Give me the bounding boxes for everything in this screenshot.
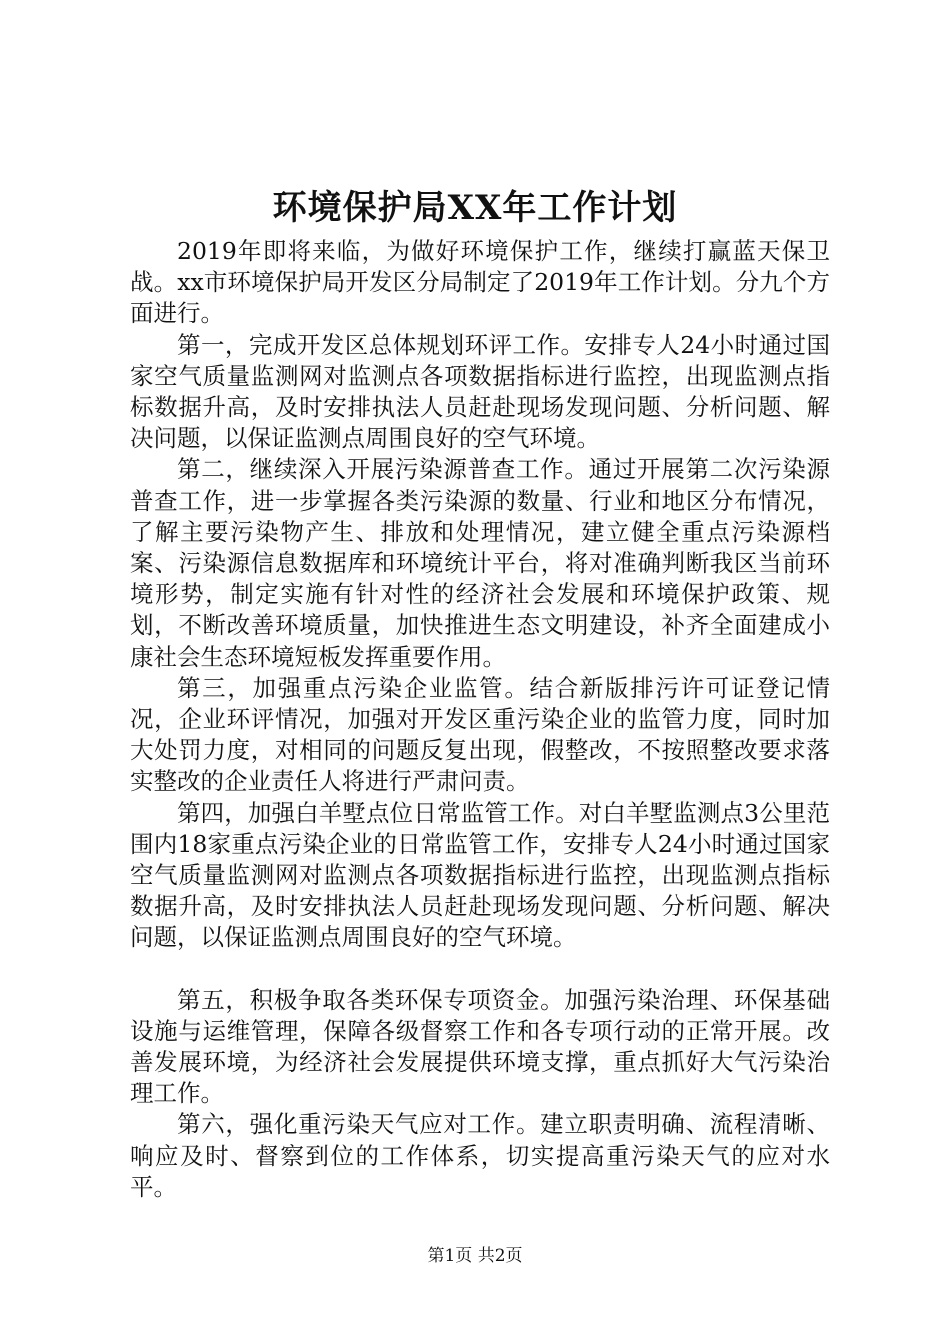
document-title: 环境保护局XX年工作计划 — [272, 188, 678, 228]
paragraph-item-4: 第四，加强白羊墅点位日常监管工作。对白羊墅监测点3公里范围内18家重点污染企业的日常监管工作，安排专人24小时通过国家空气质量监测网对监测点各项数据指标进行监控，出现监测点指标数据升高，及时安排执法人员赶赴现场发现问题、分析问题、解决问题，以保证监测点周围良好的空气环境。 — [130, 798, 830, 952]
paragraph-item-3: 第三，加强重点污染企业监管。结合新版排污许可证登记情况，企业环评情况，加强对开发区重污染企业的监管力度，同时加大处罚力度，对相同的问题反复出现，假整改，不按照整改要求落实整改的企业责任人将进行严肃问责。 — [130, 673, 830, 796]
paragraph-item-5: 第五，积极争取各类环保专项资金。加强污染治理、环保基础设施与运维管理，保障各级督察工作和各专项行动的正常开展。改善发展环境，为经济社会发展提供环境支撑，重点抓好大气污染治理工作。 — [130, 985, 830, 1108]
paragraph-item-1: 第一，完成开发区总体规划环评工作。安排专人24小时通过国家空气质量监测网对监测点各项数据指标进行监控，出现监测点指标数据升高，及时安排执法人员赶赴现场发现问题、分析问题、解决问题，以保证监测点周围良好的空气环境。 — [130, 330, 830, 453]
paragraph-intro: 2019年即将来临，为做好环境保护工作，继续打赢蓝天保卫战。xx市环境保护局开发区分局制定了2019年工作计划。分九个方面进行。 — [130, 237, 830, 328]
page-number-footer: 第1页 共2页 — [427, 1246, 523, 1266]
paragraph-item-2: 第二，继续深入开展污染源普查工作。通过开展第二次污染源普查工作，进一步掌握各类污染源的数量、行业和地区分布情况，了解主要污染物产生、排放和处理情况，建立健全重点污染源档案、污染源信息数据库和环境统计平台，将对准确判断我区当前环境形势，制定实施有针对性的经济社会发展和环境保护政策、规划，不断改善环境质量，加快推进生态文明建设，补齐全面建成小康社会生态环境短板发挥重要作用。 — [130, 455, 830, 671]
document-body — [130, 236, 830, 1203]
paragraph-item-6: 第六，强化重污染天气应对工作。建立职责明确、流程清晰、响应及时、督察到位的工作体系，切实提高重污染天气的应对水平。 — [130, 1110, 830, 1201]
